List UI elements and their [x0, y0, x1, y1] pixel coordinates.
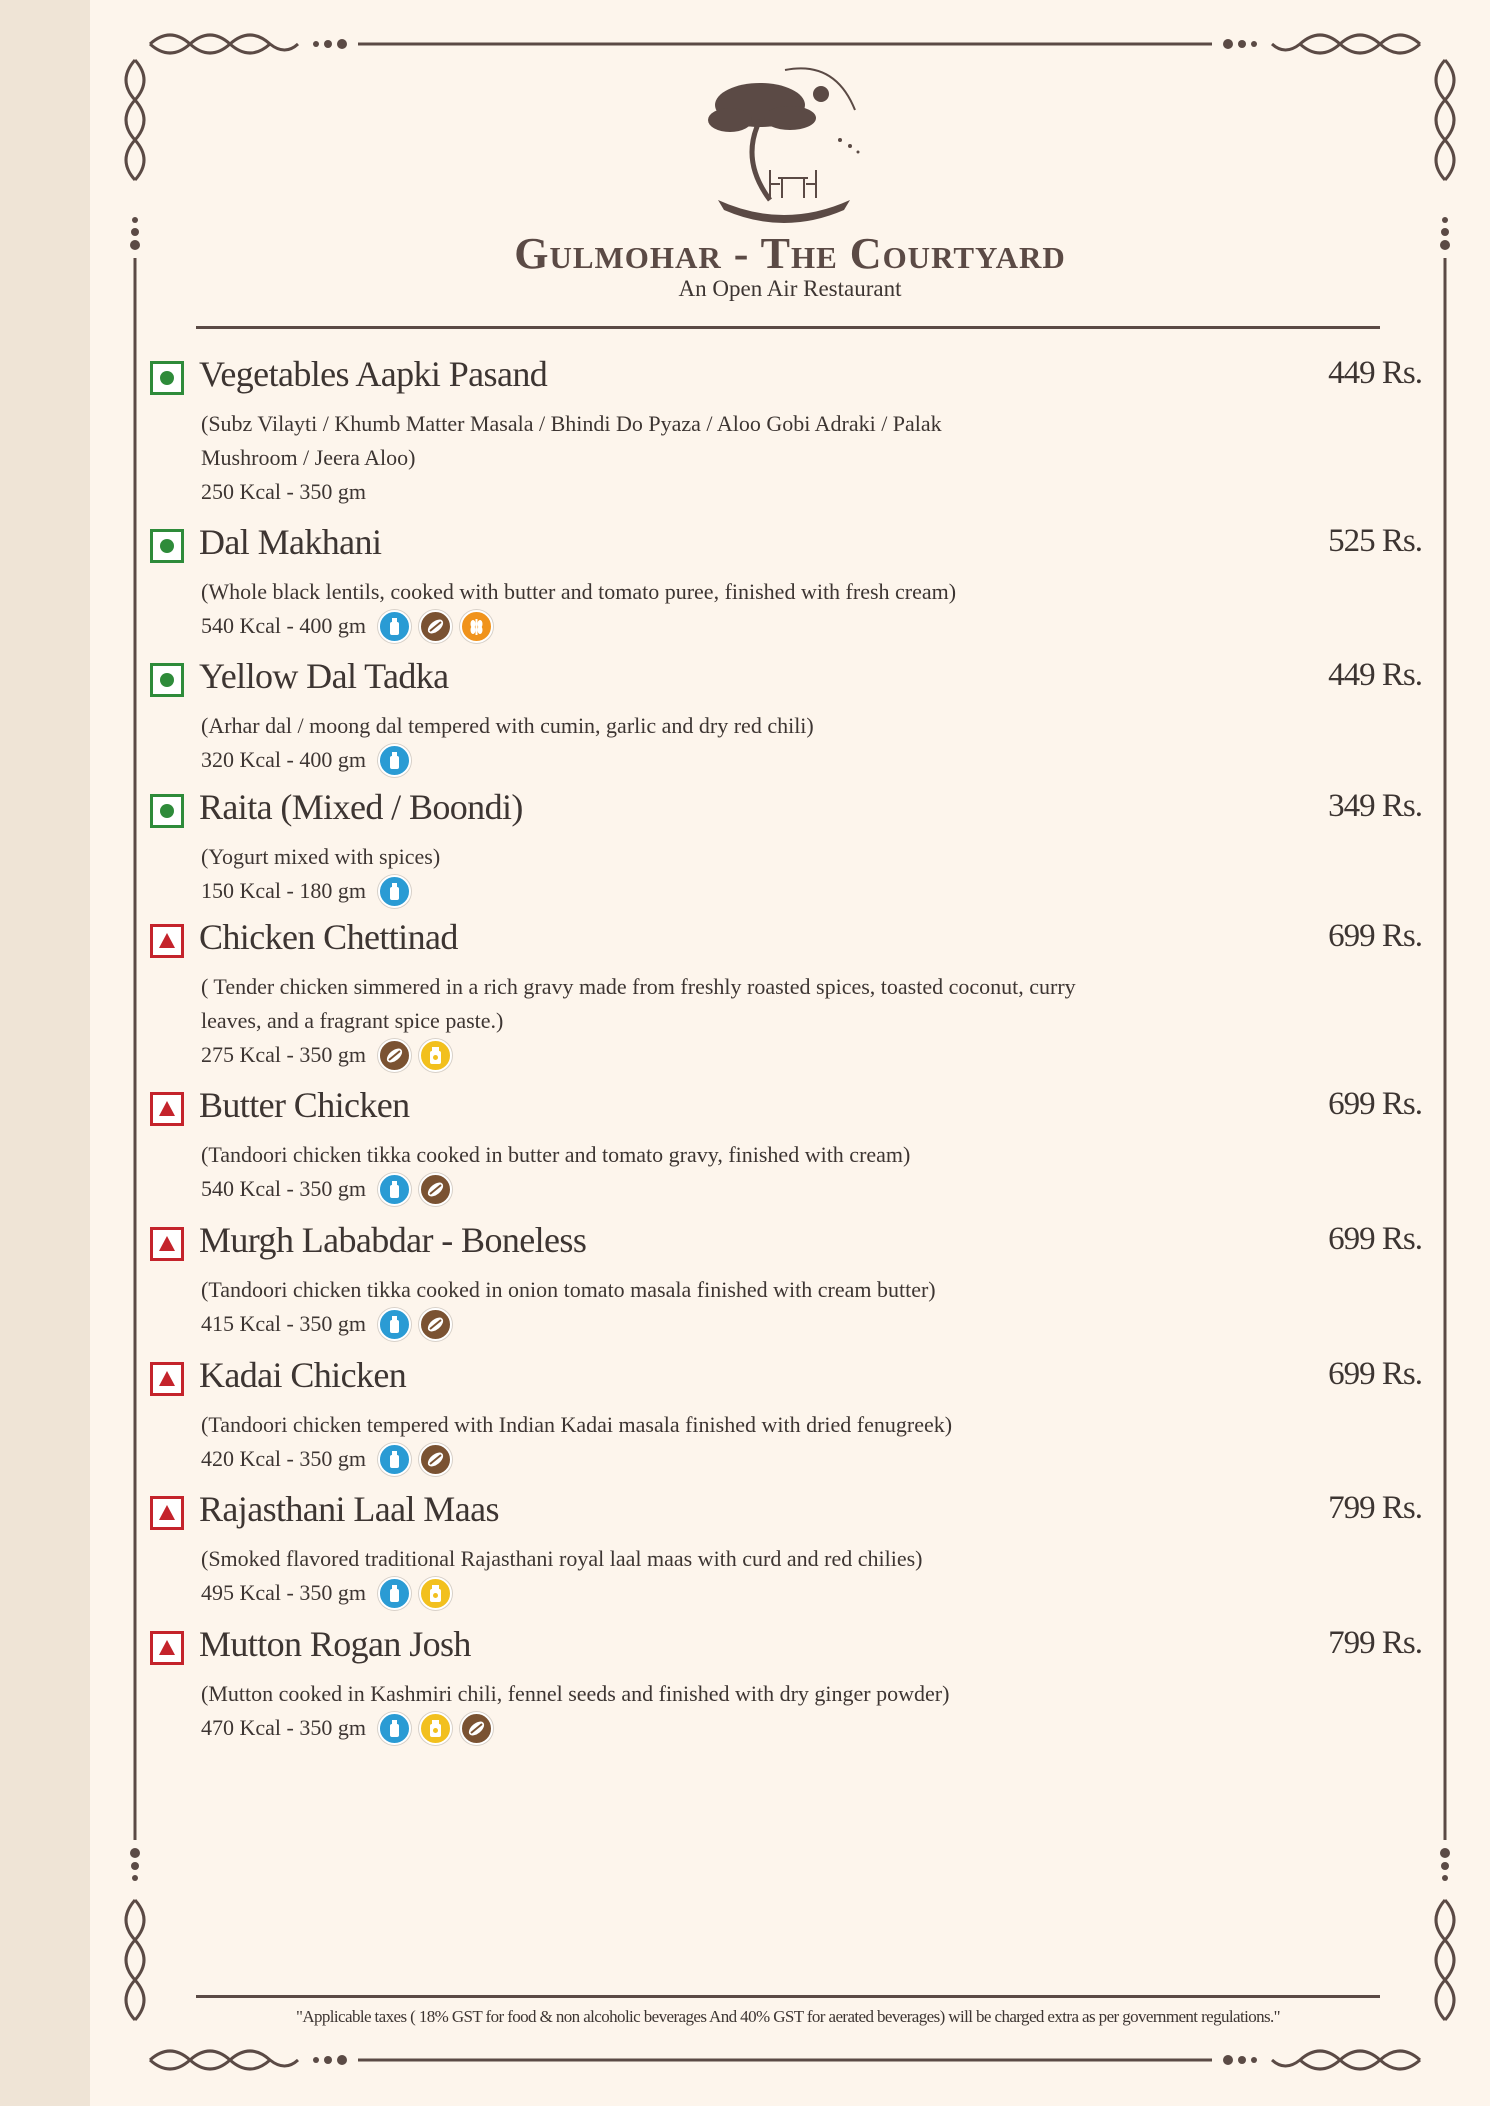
gluten-icon	[419, 1308, 452, 1341]
non-veg-indicator-icon	[150, 1227, 184, 1261]
non-veg-indicator-icon	[150, 924, 184, 958]
dairy-icon	[378, 610, 411, 643]
item-details	[201, 407, 1141, 509]
item-details	[201, 1408, 1141, 1476]
item-nutrition	[201, 1442, 1141, 1476]
item-price: 699 Rs.	[1328, 918, 1422, 954]
item-nutrition	[201, 1576, 1141, 1610]
item-name: Dal Makhani	[199, 522, 382, 562]
dairy-icon	[378, 875, 411, 908]
menu-item	[150, 1488, 1422, 1608]
item-description: (Subz Vilayti / Khumb Matter Masala / Bhindi Do Pyaza / Aloo Gobi Adraki / Palak Mushroom / Jeera Aloo)	[201, 411, 942, 470]
item-nutrition	[201, 1172, 1141, 1206]
footer-divider	[196, 1995, 1380, 1998]
header-divider	[196, 326, 1380, 329]
item-name: Vegetables Aapki Pasand	[199, 354, 548, 394]
restaurant-logo	[690, 60, 880, 235]
item-details	[201, 840, 1141, 908]
menu-item	[150, 1354, 1422, 1474]
item-name: Kadai Chicken	[199, 1355, 407, 1395]
menu-item	[150, 1219, 1422, 1339]
tax-note: "Applicable taxes ( 18% GST for food & non alcoholic beverages And 40% GST for aerated beverages) will be charged extra as per government regulations."	[295, 2007, 1281, 2026]
dairy-icon	[378, 1308, 411, 1341]
item-name: Chicken Chettinad	[199, 917, 458, 957]
item-details	[201, 1677, 1141, 1745]
item-price: 699 Rs.	[1328, 1356, 1422, 1392]
menu-item	[150, 1623, 1422, 1743]
calories-weight: 150 Kcal - 180 gm	[201, 878, 366, 903]
item-name: Yellow Dal Tadka	[199, 656, 449, 696]
item-nutrition	[201, 1307, 1141, 1341]
gluten-icon	[419, 1173, 452, 1206]
restaurant-name: Gulmohar - The Courtyard	[514, 229, 1066, 278]
item-details	[201, 1138, 1141, 1206]
mustard-icon	[419, 1039, 452, 1072]
item-price: 699 Rs.	[1328, 1221, 1422, 1257]
item-price: 449 Rs.	[1328, 355, 1422, 391]
calories-weight: 320 Kcal - 400 gm	[201, 747, 366, 772]
item-description: (Tandoori chicken tikka cooked in onion tomato masala finished with cream butter)	[201, 1277, 936, 1302]
item-details	[201, 1542, 1141, 1610]
item-price: 799 Rs.	[1328, 1490, 1422, 1526]
gluten-icon	[419, 610, 452, 643]
dairy-icon	[378, 1712, 411, 1745]
gluten-icon	[378, 1039, 411, 1072]
veg-indicator-icon	[150, 361, 184, 395]
menu-item	[150, 353, 1422, 504]
calories-weight: 540 Kcal - 350 gm	[201, 1176, 366, 1201]
calories-weight: 470 Kcal - 350 gm	[201, 1715, 366, 1740]
dairy-icon	[378, 744, 411, 777]
menu-item	[150, 655, 1422, 775]
item-description: (Yogurt mixed with spices)	[201, 844, 441, 869]
item-price: 799 Rs.	[1328, 1625, 1422, 1661]
calories-weight: 495 Kcal - 350 gm	[201, 1580, 366, 1605]
item-description: (Smoked flavored traditional Rajasthani royal laal maas with curd and red chilies)	[201, 1546, 923, 1571]
dairy-icon	[378, 1443, 411, 1476]
item-details	[201, 1273, 1141, 1341]
cereal-icon	[460, 610, 493, 643]
item-name: Raita (Mixed / Boondi)	[199, 787, 523, 827]
dairy-icon	[378, 1173, 411, 1206]
item-name: Butter Chicken	[199, 1085, 410, 1125]
item-price: 349 Rs.	[1328, 788, 1422, 824]
gluten-icon	[460, 1712, 493, 1745]
item-name: Murgh Lababdar - Boneless	[199, 1220, 587, 1260]
item-description: (Arhar dal / moong dal tempered with cumin, garlic and dry red chili)	[201, 713, 814, 738]
item-name: Rajasthani Laal Maas	[199, 1489, 499, 1529]
item-name: Mutton Rogan Josh	[199, 1624, 471, 1664]
veg-indicator-icon	[150, 529, 184, 563]
menu-item	[150, 1084, 1422, 1204]
item-price: 699 Rs.	[1328, 1086, 1422, 1122]
calories-weight: 415 Kcal - 350 gm	[201, 1311, 366, 1336]
calories-weight: 540 Kcal - 400 gm	[201, 613, 366, 638]
item-nutrition	[201, 1038, 1141, 1072]
item-nutrition	[201, 1711, 1141, 1745]
item-details	[201, 970, 1141, 1072]
mustard-icon	[419, 1577, 452, 1610]
item-description: (Tandoori chicken tempered with Indian Kadai masala finished with dried fenugreek)	[201, 1412, 953, 1437]
item-nutrition	[201, 475, 1141, 509]
non-veg-indicator-icon	[150, 1362, 184, 1396]
dairy-icon	[378, 1577, 411, 1610]
gluten-icon	[419, 1443, 452, 1476]
item-price: 525 Rs.	[1328, 523, 1422, 559]
item-nutrition	[201, 874, 1141, 908]
calories-weight: 420 Kcal - 350 gm	[201, 1446, 366, 1471]
item-description: (Mutton cooked in Kashmiri chili, fennel seeds and finished with dry ginger powder)	[201, 1681, 950, 1706]
menu-item	[150, 786, 1422, 906]
veg-indicator-icon	[150, 794, 184, 828]
menu-item	[150, 916, 1422, 1067]
item-details	[201, 709, 1141, 777]
mustard-icon	[419, 1712, 452, 1745]
item-details	[201, 575, 1141, 643]
calories-weight: 250 Kcal - 350 gm	[201, 479, 366, 504]
menu-item	[150, 521, 1422, 641]
item-price: 449 Rs.	[1328, 657, 1422, 693]
item-nutrition	[201, 743, 1141, 777]
non-veg-indicator-icon	[150, 1092, 184, 1126]
item-nutrition	[201, 609, 1141, 643]
restaurant-tagline: An Open Air Restaurant	[678, 276, 902, 301]
non-veg-indicator-icon	[150, 1631, 184, 1665]
non-veg-indicator-icon	[150, 1496, 184, 1530]
item-description: (Tandoori chicken tikka cooked in butter and tomato gravy, finished with cream)	[201, 1142, 911, 1167]
item-description: ( Tender chicken simmered in a rich gravy made from freshly roasted spices, toasted coconut, curry leaves, and a fragrant spice paste.)	[201, 974, 1076, 1033]
calories-weight: 275 Kcal - 350 gm	[201, 1042, 366, 1067]
item-description: (Whole black lentils, cooked with butter and tomato puree, finished with fresh cream)	[201, 579, 957, 604]
veg-indicator-icon	[150, 663, 184, 697]
